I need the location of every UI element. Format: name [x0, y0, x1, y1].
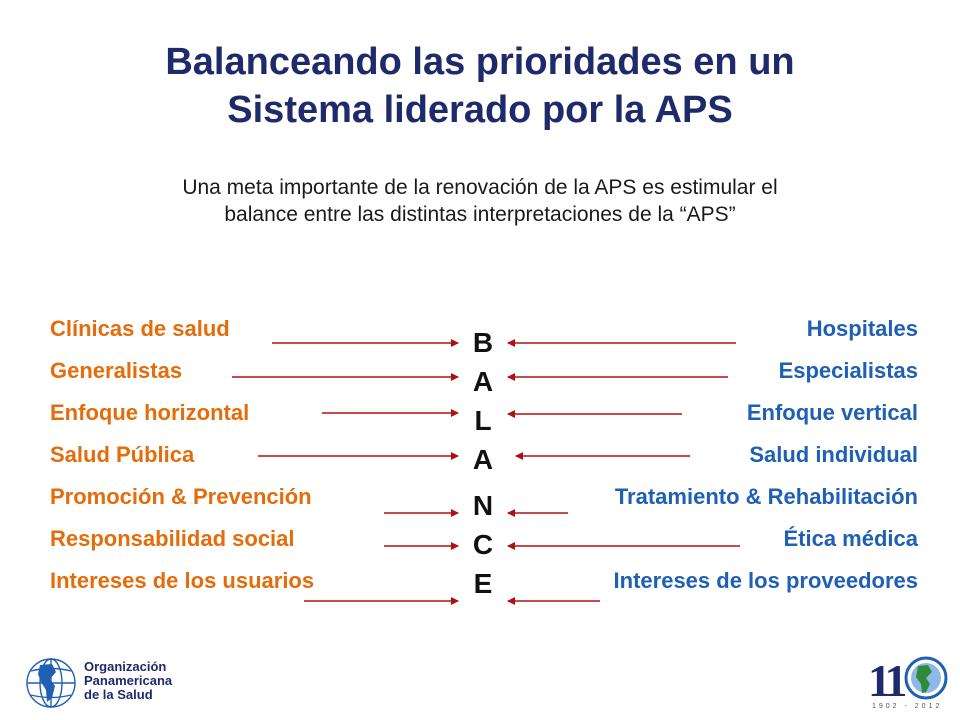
- right-item-salud-individual: Salud individual: [749, 442, 918, 467]
- balance-letter-n: N: [472, 490, 494, 521]
- balance-letter-a1: A: [472, 366, 494, 397]
- left-item-generalistas: Generalistas: [50, 358, 183, 383]
- left-item-responsabilidad-social: Responsabilidad social: [50, 526, 295, 551]
- balance-letter-a2: A: [472, 444, 494, 475]
- organization-name: [84, 660, 172, 702]
- left-item-clinicas: Clínicas de salud: [50, 316, 230, 341]
- right-item-intereses-proveedores: Intereses de los proveedores: [613, 568, 918, 593]
- balance-letter-b: B: [472, 327, 494, 358]
- left-item-salud-publica: Salud Pública: [50, 442, 195, 467]
- subtitle-line-2: balance entre las distintas interpretaciones de la “APS”: [224, 203, 736, 226]
- left-item-enfoque-horizontal: Enfoque horizontal: [50, 400, 250, 425]
- title-line-2: Sistema liderado por la APS: [227, 89, 733, 131]
- org-line-2: Panamericana: [84, 673, 173, 688]
- anniversary-number: 11: [868, 655, 904, 704]
- anniversary-years: 1902 - 2012: [872, 703, 943, 710]
- subtitle-line-1: Una meta importante de la renovación de la APS es estimular el: [182, 176, 778, 199]
- right-item-enfoque-vertical: Enfoque vertical: [746, 400, 918, 425]
- left-item-promocion-prevencion: Promoción & Prevención: [50, 484, 312, 509]
- left-item-intereses-usuarios: Intereses de los usuarios: [50, 568, 315, 593]
- paho-globe-logo: [22, 652, 80, 714]
- balance-letter-c: C: [472, 529, 494, 560]
- balance-letter-e: E: [473, 568, 493, 599]
- anniversary-110-logo: [866, 652, 950, 704]
- right-item-hospitales: Hospitales: [806, 316, 918, 341]
- right-item-etica-medica: Ética médica: [783, 526, 918, 551]
- org-line-3: de la Salud: [84, 687, 153, 702]
- right-item-tratamiento-rehabilitacion: Tratamiento & Rehabilitación: [614, 484, 918, 509]
- org-line-1: Organización: [84, 659, 167, 674]
- title-line-1: Balanceando las prioridades en un: [165, 41, 795, 83]
- right-item-especialistas: Especialistas: [778, 358, 918, 383]
- balance-letter-l: L: [474, 405, 492, 436]
